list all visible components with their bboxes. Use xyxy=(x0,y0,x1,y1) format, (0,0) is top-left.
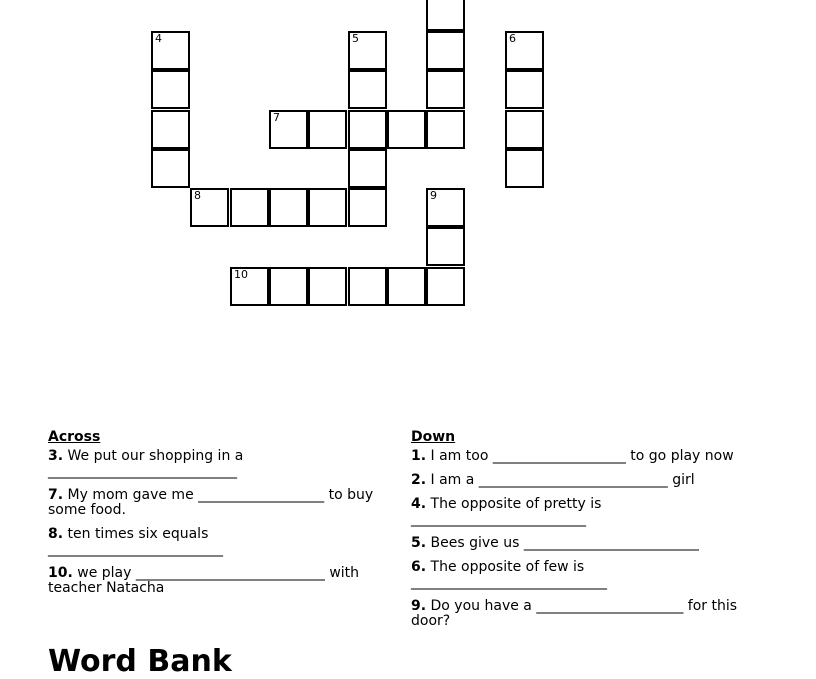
grid-cell[interactable] xyxy=(151,110,190,149)
clue-number: 8. xyxy=(48,526,64,542)
grid-cell[interactable] xyxy=(190,188,229,227)
grid-cell[interactable] xyxy=(387,110,426,149)
grid-cell[interactable] xyxy=(426,267,465,306)
clue-text: we play ___________________________ with teacher Natacha xyxy=(48,565,360,596)
grid-cell[interactable] xyxy=(269,188,308,227)
across-clue xyxy=(48,566,378,596)
across-clue xyxy=(48,527,378,557)
grid-cell[interactable] xyxy=(348,188,387,227)
clue-number: 10. xyxy=(48,565,73,581)
clue-text: Do you have a _____________________ for this door? xyxy=(411,598,738,629)
down-clue xyxy=(411,599,756,629)
down-clue xyxy=(411,449,756,464)
clue-number: 6. xyxy=(411,559,427,575)
clue-text: My mom gave me __________________ to buy some food. xyxy=(48,487,374,518)
grid-cell[interactable] xyxy=(348,267,387,306)
down-clues xyxy=(411,430,756,638)
clue-text: We put our shopping in a ___________________________ xyxy=(48,448,244,479)
grid-cell[interactable] xyxy=(387,267,426,306)
clue-number: 4. xyxy=(411,496,427,512)
clue-number: 9. xyxy=(411,598,427,614)
grid-cell[interactable] xyxy=(348,31,387,70)
clue-number: 3. xyxy=(48,448,64,464)
down-clue xyxy=(411,473,756,488)
grid-cell[interactable] xyxy=(505,70,544,109)
clue-number-label: 8 xyxy=(194,189,201,202)
word-bank-title: Word Bank xyxy=(48,644,232,679)
clue-text: The opposite of pretty is _________________________ xyxy=(411,496,602,527)
grid-cell[interactable] xyxy=(426,70,465,109)
down-clue xyxy=(411,560,756,590)
clue-number-label: 7 xyxy=(273,111,280,124)
across-clue xyxy=(48,488,378,518)
clue-number: 7. xyxy=(48,487,64,503)
across-clues xyxy=(48,430,378,605)
grid-cell[interactable] xyxy=(151,149,190,188)
grid-cell[interactable] xyxy=(505,31,544,70)
clue-text: The opposite of few is ____________________________ xyxy=(411,559,607,590)
grid-cell[interactable] xyxy=(269,267,308,306)
across-heading: Across xyxy=(48,429,101,445)
clue-number-label: 4 xyxy=(155,32,162,45)
grid-cell[interactable] xyxy=(426,31,465,70)
clue-text: I am a ___________________________ girl xyxy=(430,472,695,488)
grid-cell[interactable] xyxy=(426,227,465,266)
grid-cell[interactable] xyxy=(348,110,387,149)
grid-cell[interactable] xyxy=(426,0,465,31)
clue-number-label: 6 xyxy=(509,32,516,45)
clue-number-label: 9 xyxy=(430,189,437,202)
down-clue xyxy=(411,536,756,551)
grid-cell[interactable] xyxy=(426,188,465,227)
down-clue xyxy=(411,497,756,527)
clue-number-label: 10 xyxy=(234,268,248,281)
grid-cell[interactable] xyxy=(505,110,544,149)
clue-number-label: 5 xyxy=(352,32,359,45)
down-heading: Down xyxy=(411,429,456,445)
clue-text: I am too ___________________ to go play now xyxy=(430,448,734,464)
clue-number: 5. xyxy=(411,535,427,551)
clue-text: Bees give us _________________________ xyxy=(430,535,699,551)
grid-cell[interactable] xyxy=(308,267,347,306)
grid-cell[interactable] xyxy=(230,267,269,306)
clue-number: 1. xyxy=(411,448,427,464)
grid-cell[interactable] xyxy=(426,110,465,149)
grid-cell[interactable] xyxy=(308,188,347,227)
grid-cell[interactable] xyxy=(308,110,347,149)
clue-number: 2. xyxy=(411,472,427,488)
grid-cell[interactable] xyxy=(269,110,308,149)
grid-cell[interactable] xyxy=(348,149,387,188)
grid-cell[interactable] xyxy=(505,149,544,188)
grid-cell[interactable] xyxy=(151,70,190,109)
clue-text: ten times six equals _________________________ xyxy=(48,526,223,557)
grid-cell[interactable] xyxy=(151,31,190,70)
grid-cell[interactable] xyxy=(348,70,387,109)
grid-cell[interactable] xyxy=(230,188,269,227)
across-clue xyxy=(48,449,378,479)
